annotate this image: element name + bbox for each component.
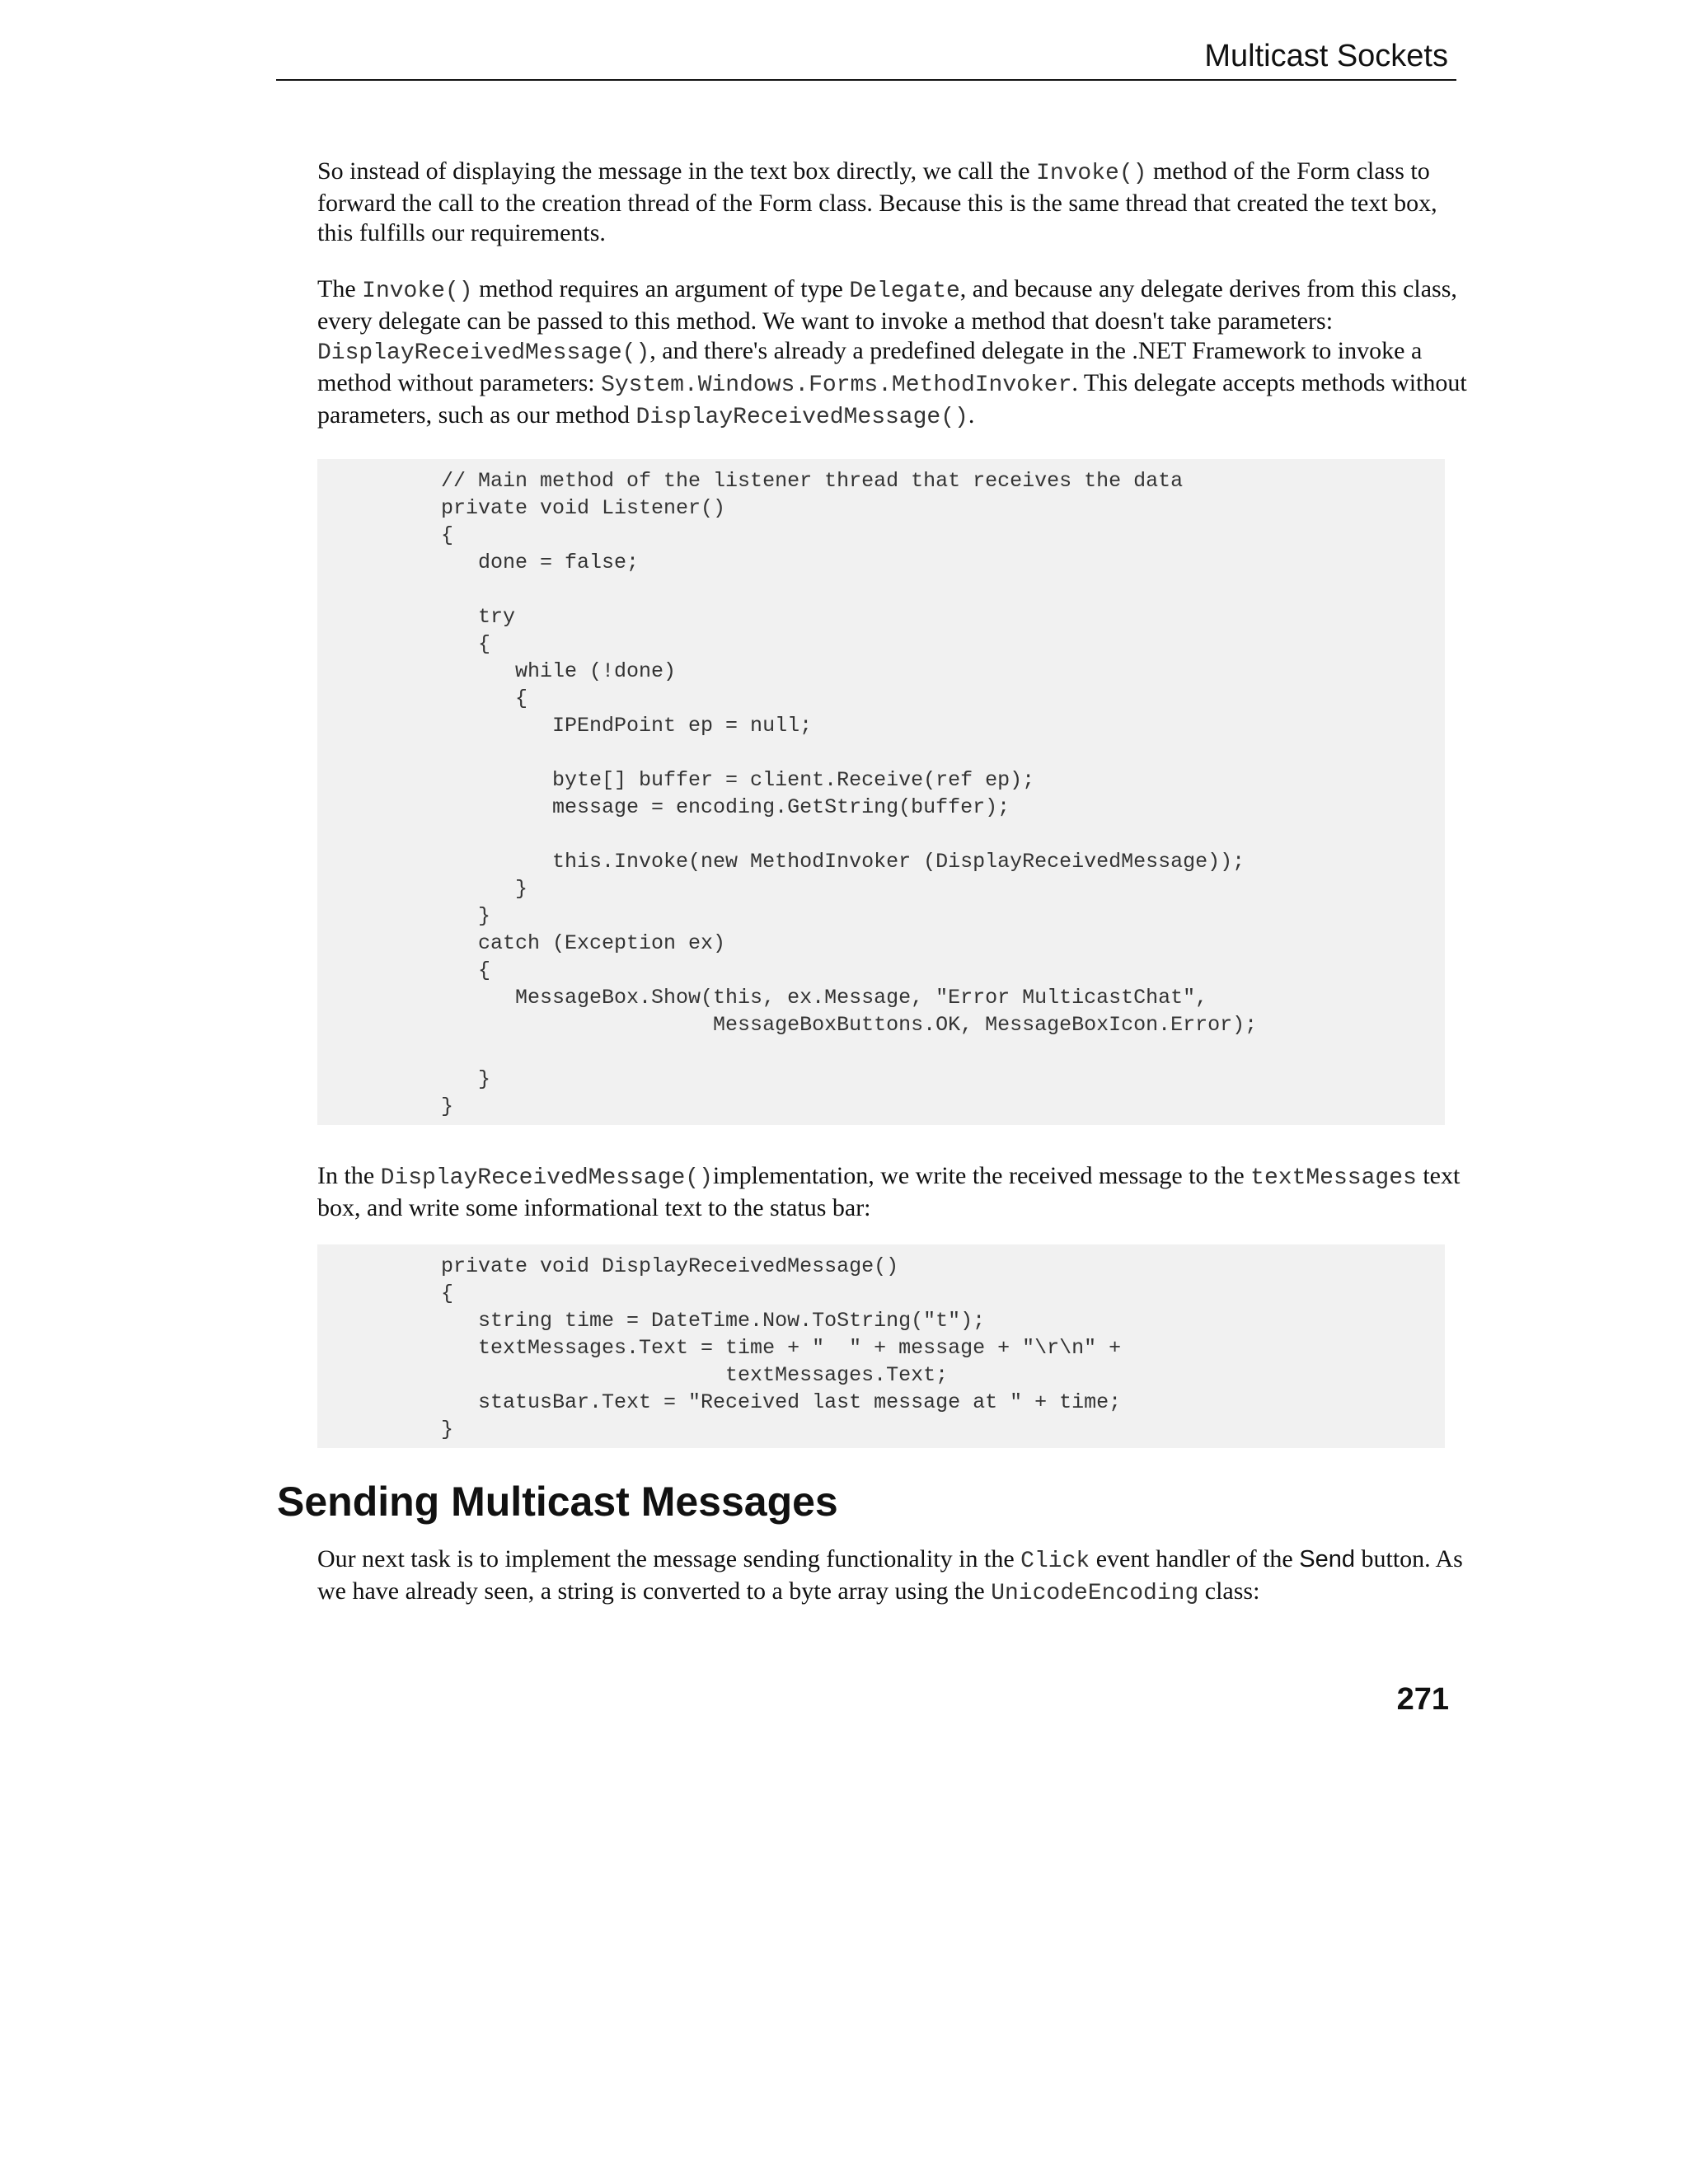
text-run: button. As we have already seen, a string is converted to a byte array using the [317,1545,1463,1605]
text-run: . [968,401,975,429]
paragraph-delegate [317,274,1471,433]
code-line: MessageBox.Show(this, ex.Message, "Error MulticastChat", [441,986,1208,1010]
page-number: 271 [1396,1682,1449,1717]
inline-code: DisplayReceivedMessage() [380,1165,713,1191]
code-line: } [441,1094,454,1118]
inline-code: Invoke() [1036,161,1147,186]
text-run: event handler of the [1090,1545,1300,1572]
inline-code: UnicodeEncoding [991,1581,1199,1606]
code-line: } [441,904,491,928]
ui-term-send: Send [1299,1546,1355,1572]
code-line: string time = DateTime.Now.ToString("t"); [441,1309,986,1333]
text-run: . This delegate accepts methods without parameters, such as our method [317,369,1467,429]
code-line: private void DisplayReceivedMessage() [441,1254,899,1278]
code-line: while (!done) [441,659,677,683]
code-line: done = false; [441,551,640,574]
text-run: method of the Form class to forward the call to the creation thread of the Form class. Because this is the same thread that created the text box, this fulfills our requirements. [317,157,1437,246]
code-line: private void Listener() [441,496,726,520]
code-line: { [441,523,454,547]
text-run: class: [1198,1577,1260,1605]
text-run: implementation, we write the received message to the [712,1162,1251,1189]
code-line: byte[] buffer = client.Receive(ref ep); [441,768,1035,792]
code-block-listener [317,459,1445,1125]
inline-code: System.Windows.Forms.MethodInvoker [601,373,1072,398]
code-line [441,821,1445,848]
section-heading: Sending Multicast Messages [277,1479,838,1525]
code-line [441,576,1445,603]
code-line [441,1038,1445,1066]
code-line: textMessages.Text; [441,1363,949,1387]
text-run: So instead of displaying the message in the text box directly, we call the [317,157,1037,185]
code-line: try [441,605,516,629]
code-block-display-received [317,1244,1445,1448]
inline-code: textMessages [1250,1165,1417,1191]
text-run: The [317,275,363,302]
paragraph-display-message [317,1161,1471,1223]
inline-code: Invoke() [362,279,473,304]
paragraph-invoke-intro [317,157,1471,248]
code-line: textMessages.Text = time + " " + message + "\r\n" + [441,1336,1122,1360]
code-line: { [441,958,491,982]
code-line: // Main method of the listener thread that receives the data [441,469,1184,493]
text-run: method requires an argument of type [472,275,850,302]
inline-code: Delegate [849,279,960,304]
code-line [441,739,1445,766]
paragraph-sending [317,1544,1471,1609]
code-line: { [441,687,528,710]
code-line: this.Invoke(new MethodInvoker (DisplayReceivedMessage)); [441,850,1245,874]
text-run: text box, and write some informational text to the status bar: [317,1162,1461,1221]
inline-code: Click [1020,1549,1090,1574]
code-line: IPEndPoint ep = null; [441,714,813,738]
code-line: statusBar.Text = "Received last message at " + time; [441,1390,1122,1414]
code-line: } [441,1067,491,1091]
inline-code: DisplayReceivedMessage() [635,405,968,430]
code-line: catch (Exception ex) [441,931,726,955]
code-line: { [441,632,491,656]
code-line: } [441,1418,454,1441]
code-line: { [441,1282,454,1305]
running-header [276,36,1456,81]
inline-code: DisplayReceivedMessage() [317,340,650,366]
text-run: In the [317,1162,381,1189]
text-run: Our next task is to implement the message sending functionality in the [317,1545,1021,1572]
code-line: message = encoding.GetString(buffer); [441,795,1010,819]
section-body [317,1544,1471,1635]
page-body [317,157,1471,1481]
code-line: MessageBoxButtons.OK, MessageBoxIcon.Error); [441,1013,1258,1037]
text-run: , and there's already a predefined delegate in the .NET Framework to invoke a method without parameters: [317,337,1423,396]
running-title: Multicast Sockets [1204,39,1448,73]
code-line: } [441,877,528,901]
text-run: , and because any delegate derives from this class, every delegate can be passed to this method. We want to invoke a method that doesn't take parameters: [317,275,1457,335]
